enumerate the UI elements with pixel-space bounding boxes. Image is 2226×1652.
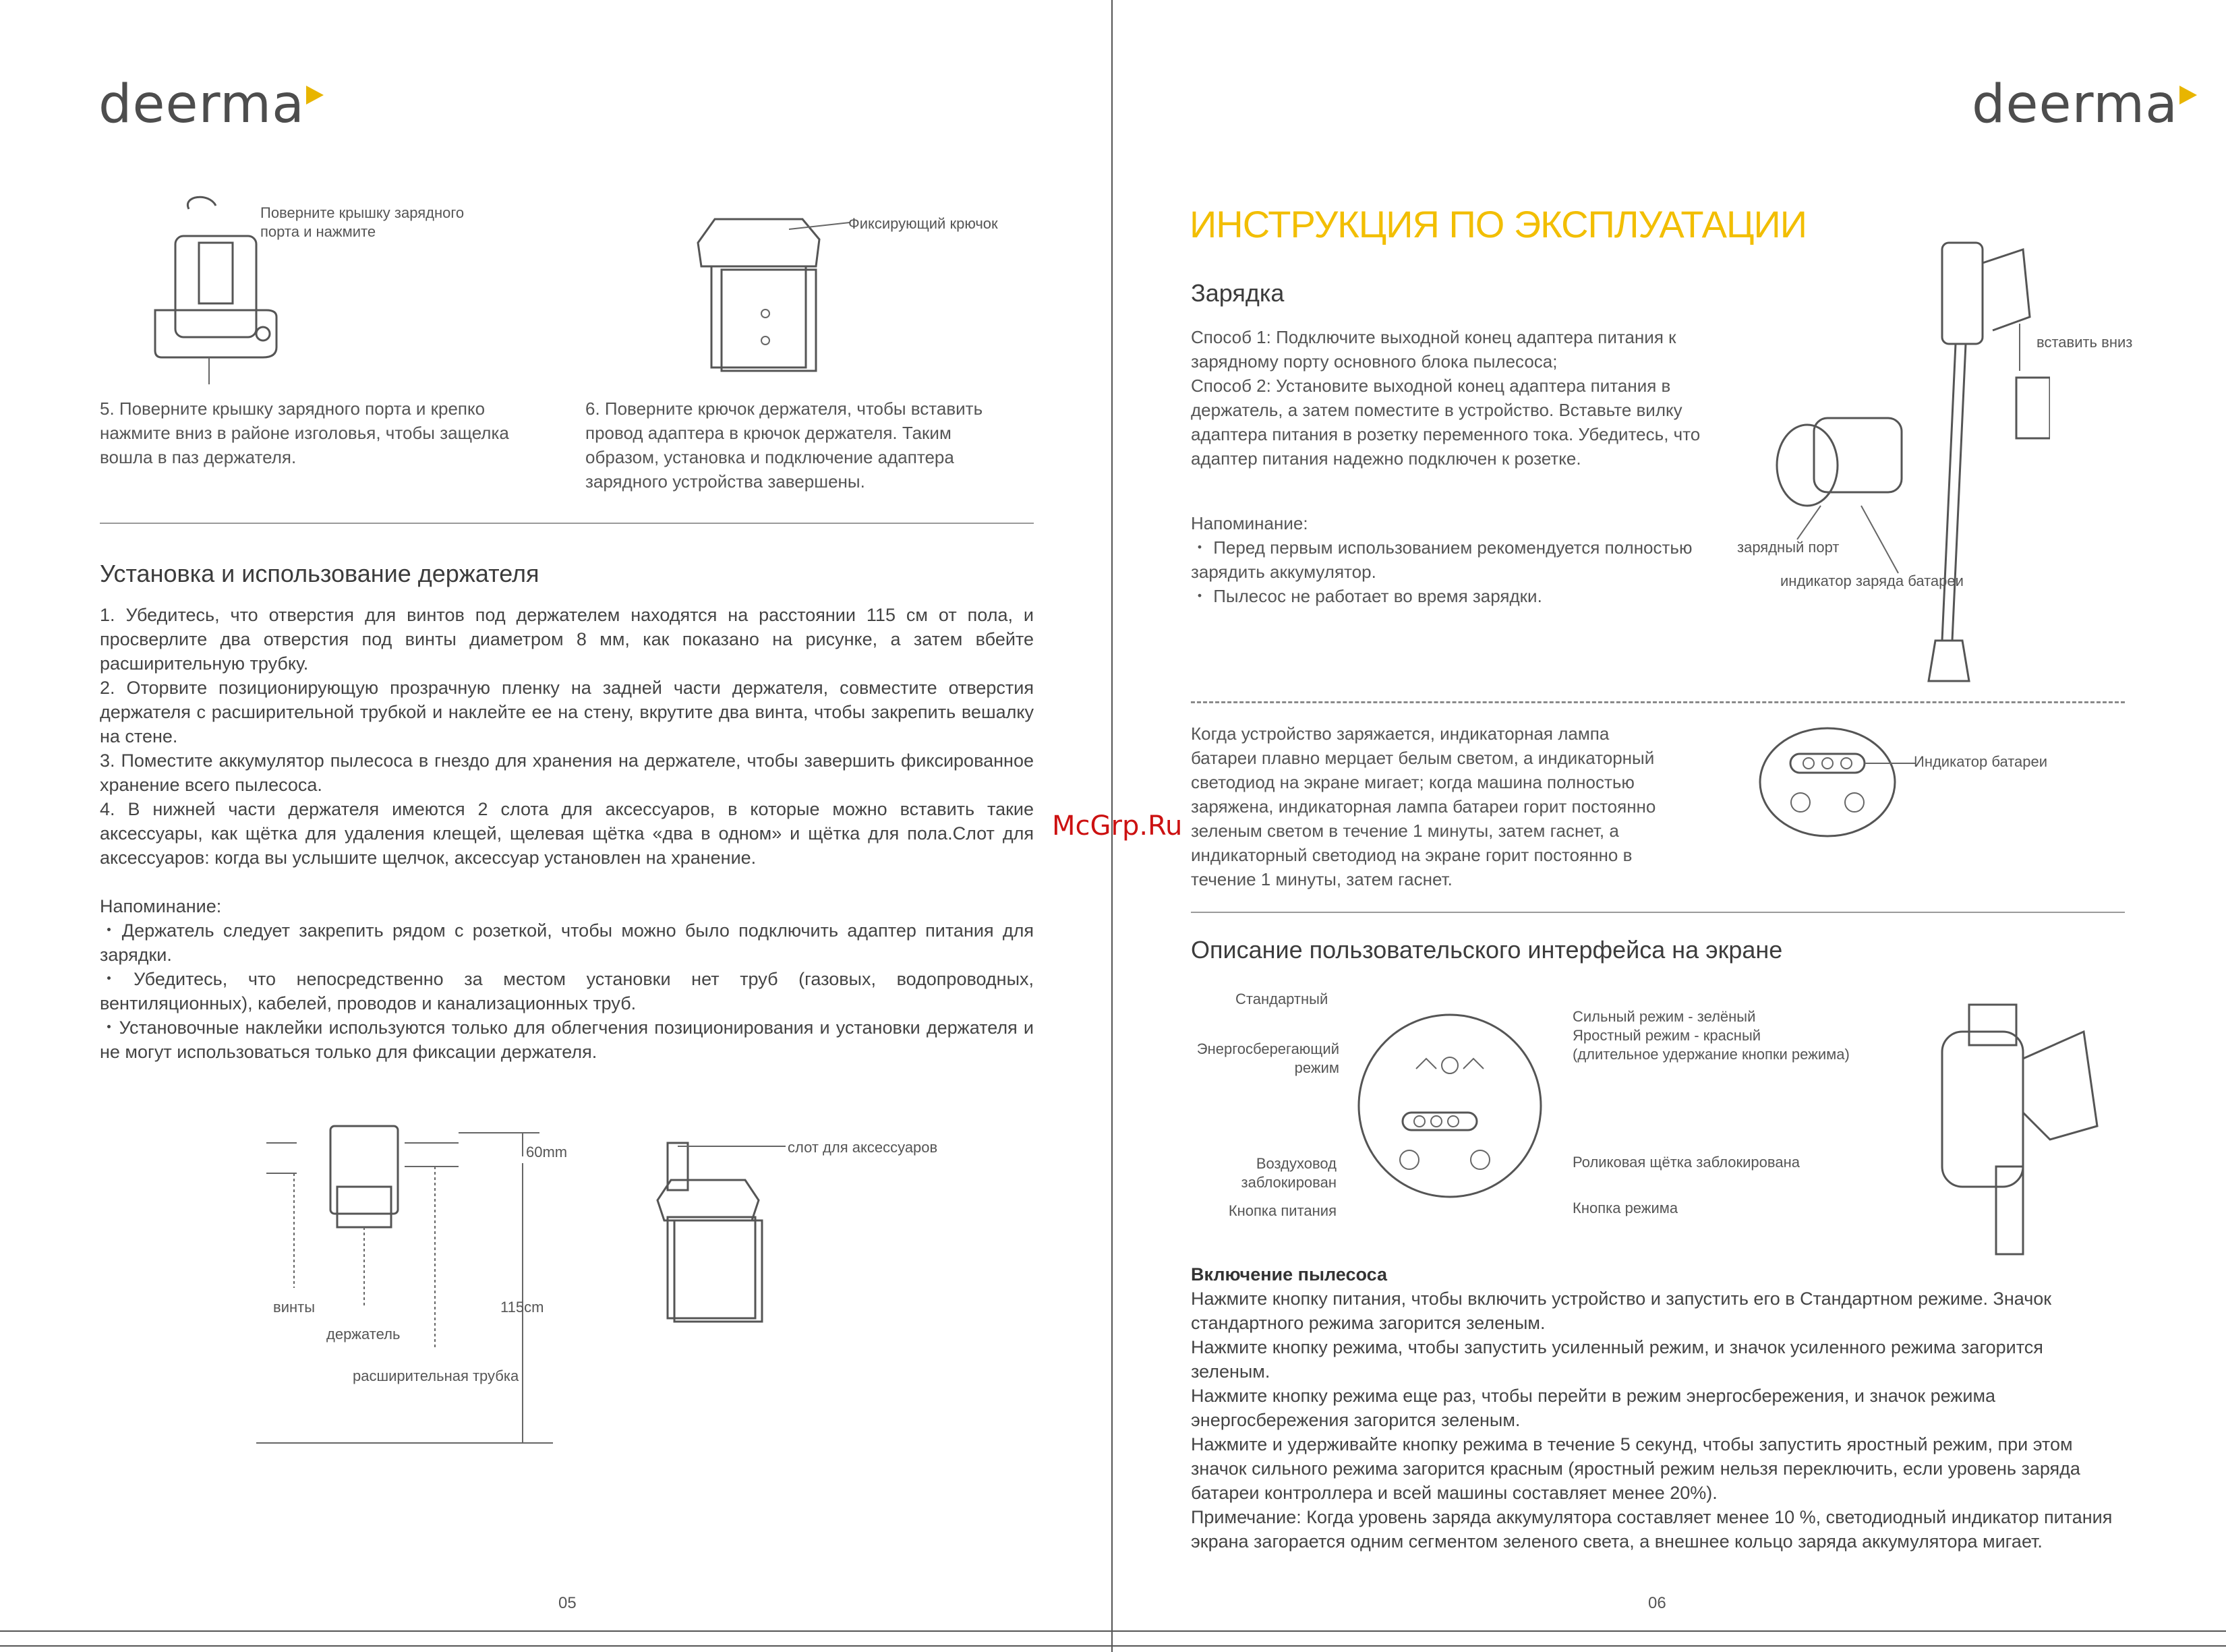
accessory-slot-illustration [651,1140,799,1342]
label-duct-blocked: Воздуховод заблокирован [1241,1155,1337,1191]
instructions-title: ИНСТРУКЦИЯ ПО ЭКСПЛУАТАЦИИ [1190,203,1807,245]
battery-indicator-panel [1753,721,1915,843]
power-on-3: Нажмите кнопку режима еще раз, чтобы перейти в режим энергосбережения, и значок режима энергосбережения загорится зеленым. [1191,1386,1996,1430]
instruction-2: 2. Оторвите позиционирующую прозрачную пленку на задней части держателя, совместите отверстия держателя с расширительной трубкой и наклейте ее на стену, вкрутите два винта, чтобы закрепить вешалку на стене. [100,678,1034,746]
charging-methods [1191,325,1710,608]
method-2: Способ 2: Установите выходной конец адаптера питания в держатель, а затем поместите в устройство. Вставьте вилку адаптера питания в розетку переменного тока. Убедитесь, что адаптер питания надежно подключен к розетке. [1191,376,1701,469]
brand-logo-right: deerma [1972,74,2197,135]
label-expansion-tube: расширительная трубка [353,1367,519,1384]
label-battery-indicator: индикатор заряда батареи [1780,572,1964,589]
power-on-title: Включение пылесоса [1191,1264,1387,1285]
reminder-2: ・Убедитесь, что непосредственно за местом установки нет труб (газовых, водопроводных, вентиляционных), кабелей, проводов и канализационных труб. [100,969,1034,1013]
bottom-frame-line-2 [0,1645,2226,1647]
watermark: McGrp.Ru [1052,810,1183,842]
dim-115cm: 115cm [500,1299,544,1316]
power-on-section [1191,1262,2125,1554]
reminder-title: Напоминание: [100,896,222,916]
charging-reminder-1: ・ Перед первым использованием рекомендуется полностью зарядить аккумулятор. [1191,537,1693,582]
step-5-text: 5. Поверните крышку зарядного порта и крепко нажмите вниз в районе изголовья, чтобы защелка вошла в паз держателя. [100,399,509,467]
label-strong-mode: Сильный режим - зелёный Яростный режим - красный (длительное удержание кнопки режима) [1573,1008,1850,1063]
holder-hook-illustration [688,202,850,384]
bottom-frame-line [0,1630,2226,1632]
holder-section-title: Установка и использование держателя [100,560,539,587]
power-on-2: Нажмите кнопку режима, чтобы запустить усиленный режим, и значок усиленного режима загорится зеленым. [1191,1337,2043,1382]
brand-logo-left: deerma [98,74,324,135]
label-standard-mode: Стандартный [1235,991,1328,1007]
label-screws: винты [273,1299,316,1316]
page-number-right: 06 [1648,1594,1666,1612]
holder-instructions [100,603,1034,1064]
reminder-3: ・Установочные наклейки используются только для облегчения позиционирования и установки держателя и не могут использоваться только для фиксации держателя. [100,1017,1034,1062]
label-insert-down: вставить вниз [2037,334,2133,351]
fig6-callout: Фиксирующий крючок [848,215,998,232]
dashed-divider [1191,701,2125,703]
label-accessory-slot: слот для аксессуаров [788,1139,938,1156]
section-divider-right [1191,912,2125,913]
label-charging-port: зарядный порт [1737,539,1840,556]
ui-section-title: Описание пользовательского интерфейса на экране [1191,936,1783,964]
label-mode-button: Кнопка режима [1573,1200,1678,1216]
instruction-1: 1. Убедитесь, что отверстия для винтов под держателем находятся на расстоянии 115 см от пола, и просверлите два отверстия под винты диаметром 8 мм, как показано на рисунке, а затем вбейте расширительную трубку. [100,605,1034,674]
instruction-4: 4. В нижней части держателя имеются 2 слота для аксессуаров, в которые можно вставить такие аксессуары, как щётка для удаления клещей, щелевая щётка «два в одном» и щётка для пола.Слот для аксессуаров: когда вы услышите щелчок, аксессуар установлен на хранение. [100,799,1034,868]
instruction-3: 3. Поместите аккумулятор пылесоса в гнездо для хранения на держателе, чтобы завершить фиксированное хранение всего пылесоса. [100,750,1034,795]
section-divider [100,523,1034,524]
fig5-callout: Поверните крышку зарядного порта и нажмите [260,204,465,240]
label-eco-mode: Энергосберегающий режим [1196,1040,1339,1076]
screen-ui-diagram [1335,984,1564,1227]
charging-title: Зарядка [1191,279,1285,307]
reminder-1: ・Держатель следует закрепить рядом с розеткой, чтобы можно было подключить адаптер питания для зарядки. [100,920,1034,965]
step-6-text: 6. Поверните крючок держателя, чтобы вставить провод адаптера в крючок держателя. Таким образом, установка и подключение адаптера зарядного устройства завершены. [585,399,983,492]
power-on-4: Нажмите и удерживайте кнопку режима в течение 5 секунд, чтобы запустить яростный режим, при этом значок сильного режима загорится красным (яростный режим нельзя переключить, если уровень заряда батареи контроллера и всей машины составляет менее 20%). [1191,1434,2080,1503]
dim-60mm: 60mm [526,1144,568,1160]
method-1: Способ 1: Подключите выходной конец адаптера питания к зарядному порту основного блока пылесоса; [1191,327,1676,372]
wall-mount-diagram [256,1106,566,1456]
vacuum-head-illustration [1929,991,2131,1261]
label-battery: Индикатор батареи [1914,753,2048,770]
charging-status-text: Когда устройство заряжается, индикаторная лампа батареи плавно мерцает белым светом, а индикаторный светодиод на экране мигает; когда машина полностью заряжена, индикаторная лампа батареи горит постоянно зеленым светом в течение 1 минуты, затем гаснет, а индикаторный светодиод на экране горит постоянно в течение 1 минуты, затем гаснет. [1191,724,1656,889]
label-roller-blocked: Роликовая щётка заблокирована [1573,1154,1800,1171]
label-holder: держатель [326,1326,401,1343]
page-number-left: 05 [558,1594,577,1612]
charging-reminder-title: Напоминание: [1191,513,1308,533]
power-on-1: Нажмите кнопку питания, чтобы включить устройство и запустить его в Стандартном режиме. Значок стандартного режима загорится зеленым. [1191,1289,2052,1333]
label-power-button: Кнопка питания [1228,1202,1337,1219]
vacuum-charging-illustration [1726,236,2050,695]
power-on-note: Примечание: Когда уровень заряда аккумулятора составляет менее 10 %, светодиодный индикатор питания экрана загорается одним сегментом зеленого света, а внешнее кольцо заряда аккумулятора мигает. [1191,1507,2113,1552]
charging-reminder-2: ・ Пылесос не работает во время зарядки. [1191,586,1542,606]
